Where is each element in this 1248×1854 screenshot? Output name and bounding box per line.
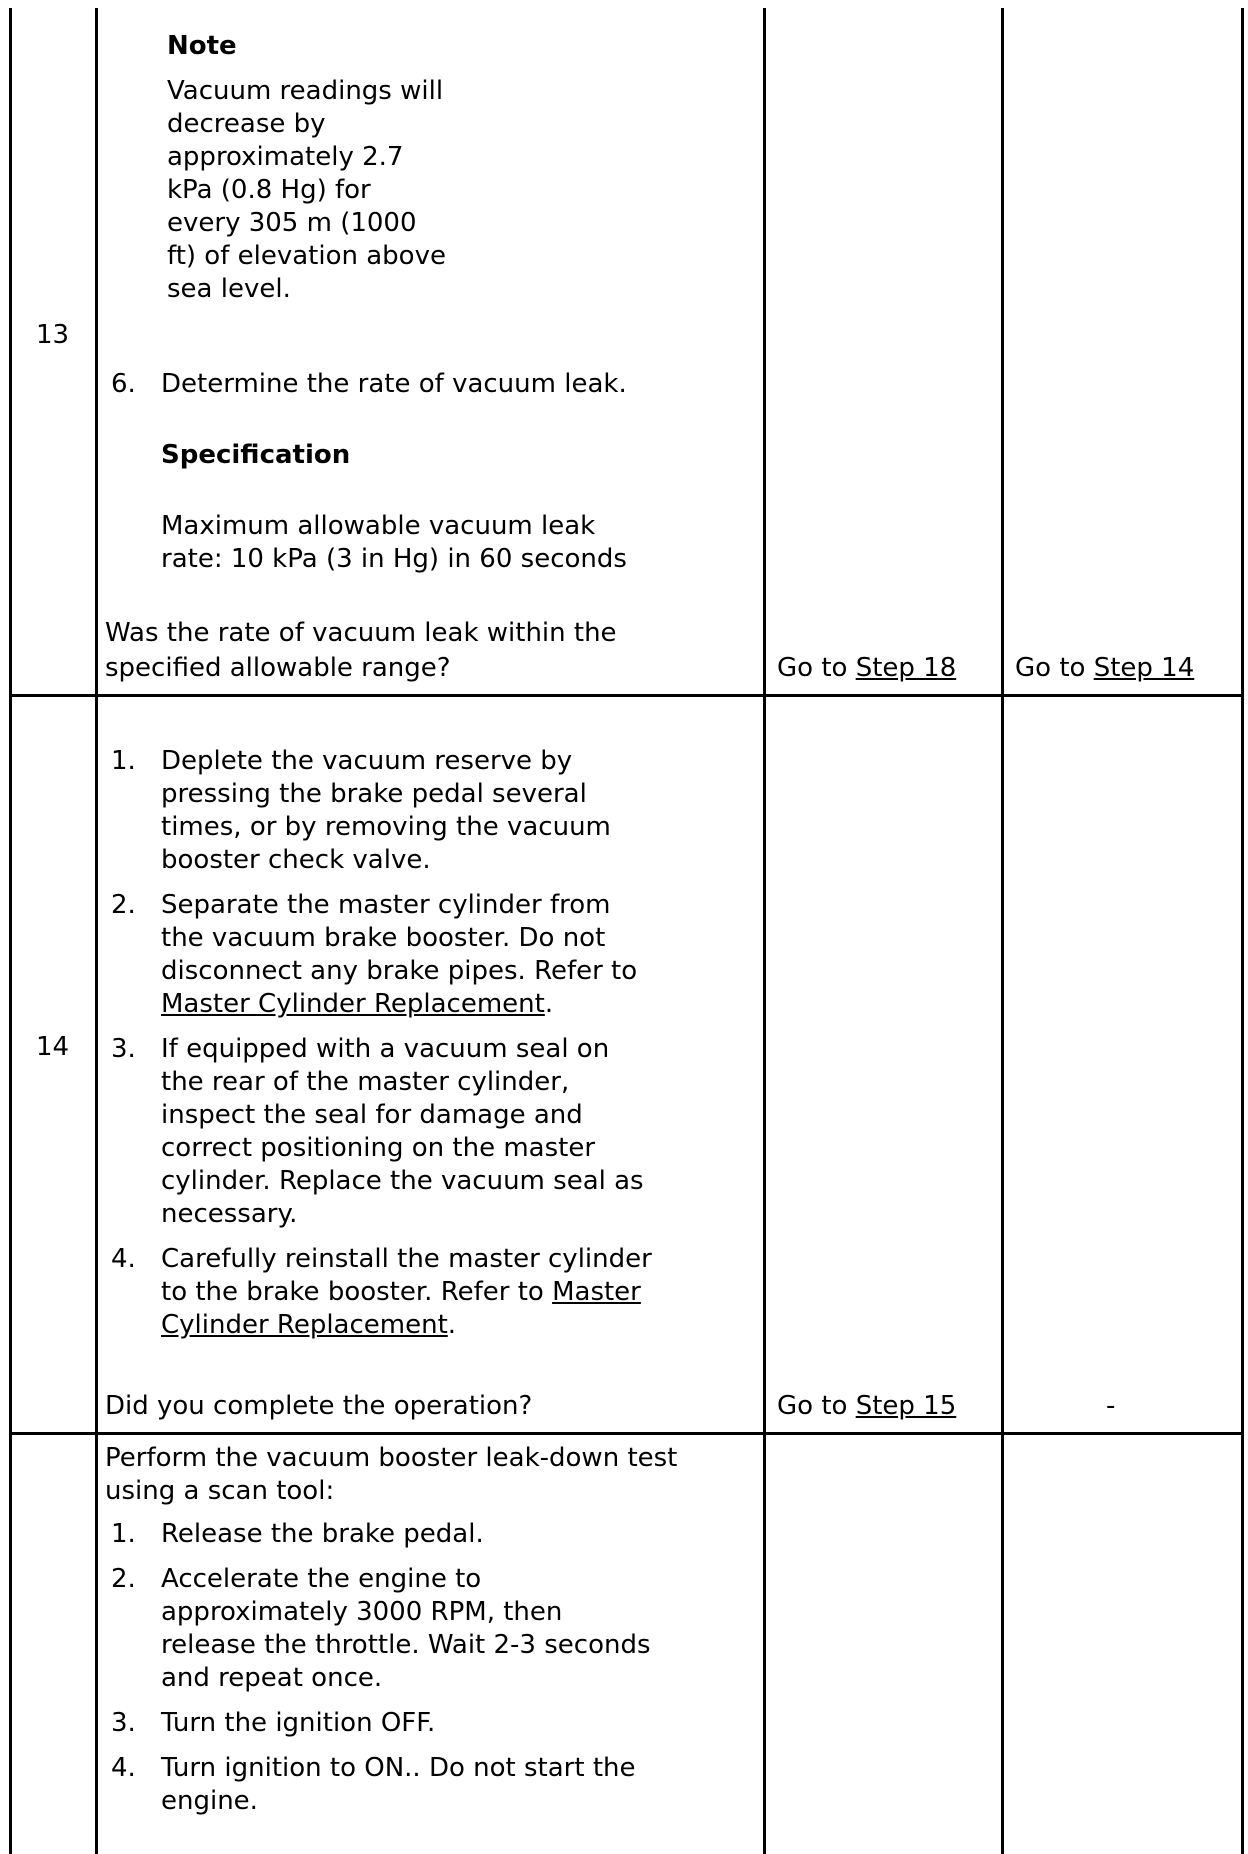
list-item-text: booster check valve.	[161, 845, 431, 875]
step-14-link[interactable]: Step 14	[1093, 653, 1195, 683]
step-number-14: 14	[36, 1032, 70, 1062]
list-item-text: inspect the seal for damage and	[161, 1100, 583, 1130]
list-item-text: Release the brake pedal.	[161, 1519, 484, 1549]
yes-action	[777, 652, 956, 685]
list-number: 3.	[111, 1708, 136, 1738]
note-line: decrease by	[167, 109, 326, 139]
note-title: Note	[167, 31, 237, 61]
list-item-text: necessary.	[161, 1199, 298, 1229]
table-border-left	[9, 8, 12, 1854]
list-item-text: Determine the rate of vacuum leak.	[161, 369, 627, 399]
table-divider-no	[1001, 8, 1004, 1854]
step-15-link[interactable]: Step 15	[855, 1391, 957, 1421]
question-line: specified allowable range?	[105, 653, 451, 683]
yes-prefix: Go to	[777, 1391, 856, 1421]
list-item-text	[161, 988, 553, 1021]
list-item-text: and repeat once.	[161, 1663, 383, 1693]
intro-line: using a scan tool:	[105, 1476, 335, 1506]
specification-line: Maximum allowable vacuum leak	[161, 511, 596, 541]
specification-title: Specification	[161, 440, 351, 470]
refer-prefix: to the brake booster. Refer to	[161, 1277, 553, 1307]
list-item-text: If equipped with a vacuum seal on	[161, 1034, 610, 1064]
step-18-link[interactable]: Step 18	[855, 653, 957, 683]
note-line: every 305 m (1000	[167, 208, 417, 238]
list-item-text: engine.	[161, 1786, 258, 1816]
list-number: 3.	[111, 1034, 136, 1064]
list-item-text: Carefully reinstall the master cylinder	[161, 1244, 652, 1274]
list-number: 1.	[111, 1519, 136, 1549]
yes-action	[777, 1390, 956, 1423]
list-item-text: approximately 3000 RPM, then	[161, 1597, 563, 1627]
list-item-text: disconnect any brake pipes. Refer to	[161, 956, 638, 986]
list-item-text	[161, 1309, 456, 1342]
table-divider-step	[95, 8, 98, 1854]
list-item-text: correct positioning on the master	[161, 1133, 596, 1163]
master-cylinder-replacement-link[interactable]: Master Cylinder Replacement	[161, 989, 545, 1019]
note-line: Vacuum readings will	[167, 76, 444, 106]
list-number: 2.	[111, 1564, 136, 1594]
list-item-text: release the throttle. Wait 2-3 seconds	[161, 1630, 651, 1660]
table-divider-yes	[763, 8, 766, 1854]
list-number: 2.	[111, 890, 136, 920]
list-item-text: cylinder. Replace the vacuum seal as	[161, 1166, 644, 1196]
list-item-text: Turn ignition to ON.. Do not start the	[161, 1753, 636, 1783]
specification-line: rate: 10 kPa (3 in Hg) in 60 seconds	[161, 544, 627, 574]
list-number: 4.	[111, 1753, 136, 1783]
list-item-text: the rear of the master cylinder,	[161, 1067, 570, 1097]
list-number: 4.	[111, 1244, 136, 1274]
note-line: approximately 2.7	[167, 142, 404, 172]
row-divider-13-14	[9, 694, 1244, 697]
list-item-text: times, or by removing the vacuum	[161, 812, 611, 842]
question-line: Did you complete the operation?	[105, 1391, 533, 1421]
list-item-text: Accelerate the engine to	[161, 1564, 482, 1594]
list-number: 6.	[111, 369, 136, 399]
no-prefix: Go to	[1015, 653, 1094, 683]
step-number-13: 13	[36, 320, 70, 350]
punctuation: .	[544, 989, 554, 1019]
list-item-text: Turn the ignition OFF.	[161, 1708, 436, 1738]
intro-line: Perform the vacuum booster leak-down test	[105, 1443, 678, 1473]
no-action: -	[1106, 1391, 1116, 1421]
punctuation: .	[447, 1310, 457, 1340]
list-item-text: Separate the master cylinder from	[161, 890, 611, 920]
list-item-text: the vacuum brake booster. Do not	[161, 923, 606, 953]
master-cylinder-replacement-link[interactable]: Master	[552, 1277, 641, 1307]
list-number: 1.	[111, 746, 136, 776]
note-line: ft) of elevation above	[167, 241, 446, 271]
list-item-text	[161, 1276, 641, 1309]
no-action	[1015, 652, 1194, 685]
note-line: kPa (0.8 Hg) for	[167, 175, 371, 205]
list-item-text: Deplete the vacuum reserve by	[161, 746, 573, 776]
question-line: Was the rate of vacuum leak within the	[105, 618, 617, 648]
row-divider-14-15	[9, 1432, 1244, 1435]
note-line: sea level.	[167, 274, 291, 304]
list-item-text: pressing the brake pedal several	[161, 779, 587, 809]
yes-prefix: Go to	[777, 653, 856, 683]
table-border-right	[1241, 8, 1244, 1854]
master-cylinder-replacement-link[interactable]: Cylinder Replacement	[161, 1310, 448, 1340]
